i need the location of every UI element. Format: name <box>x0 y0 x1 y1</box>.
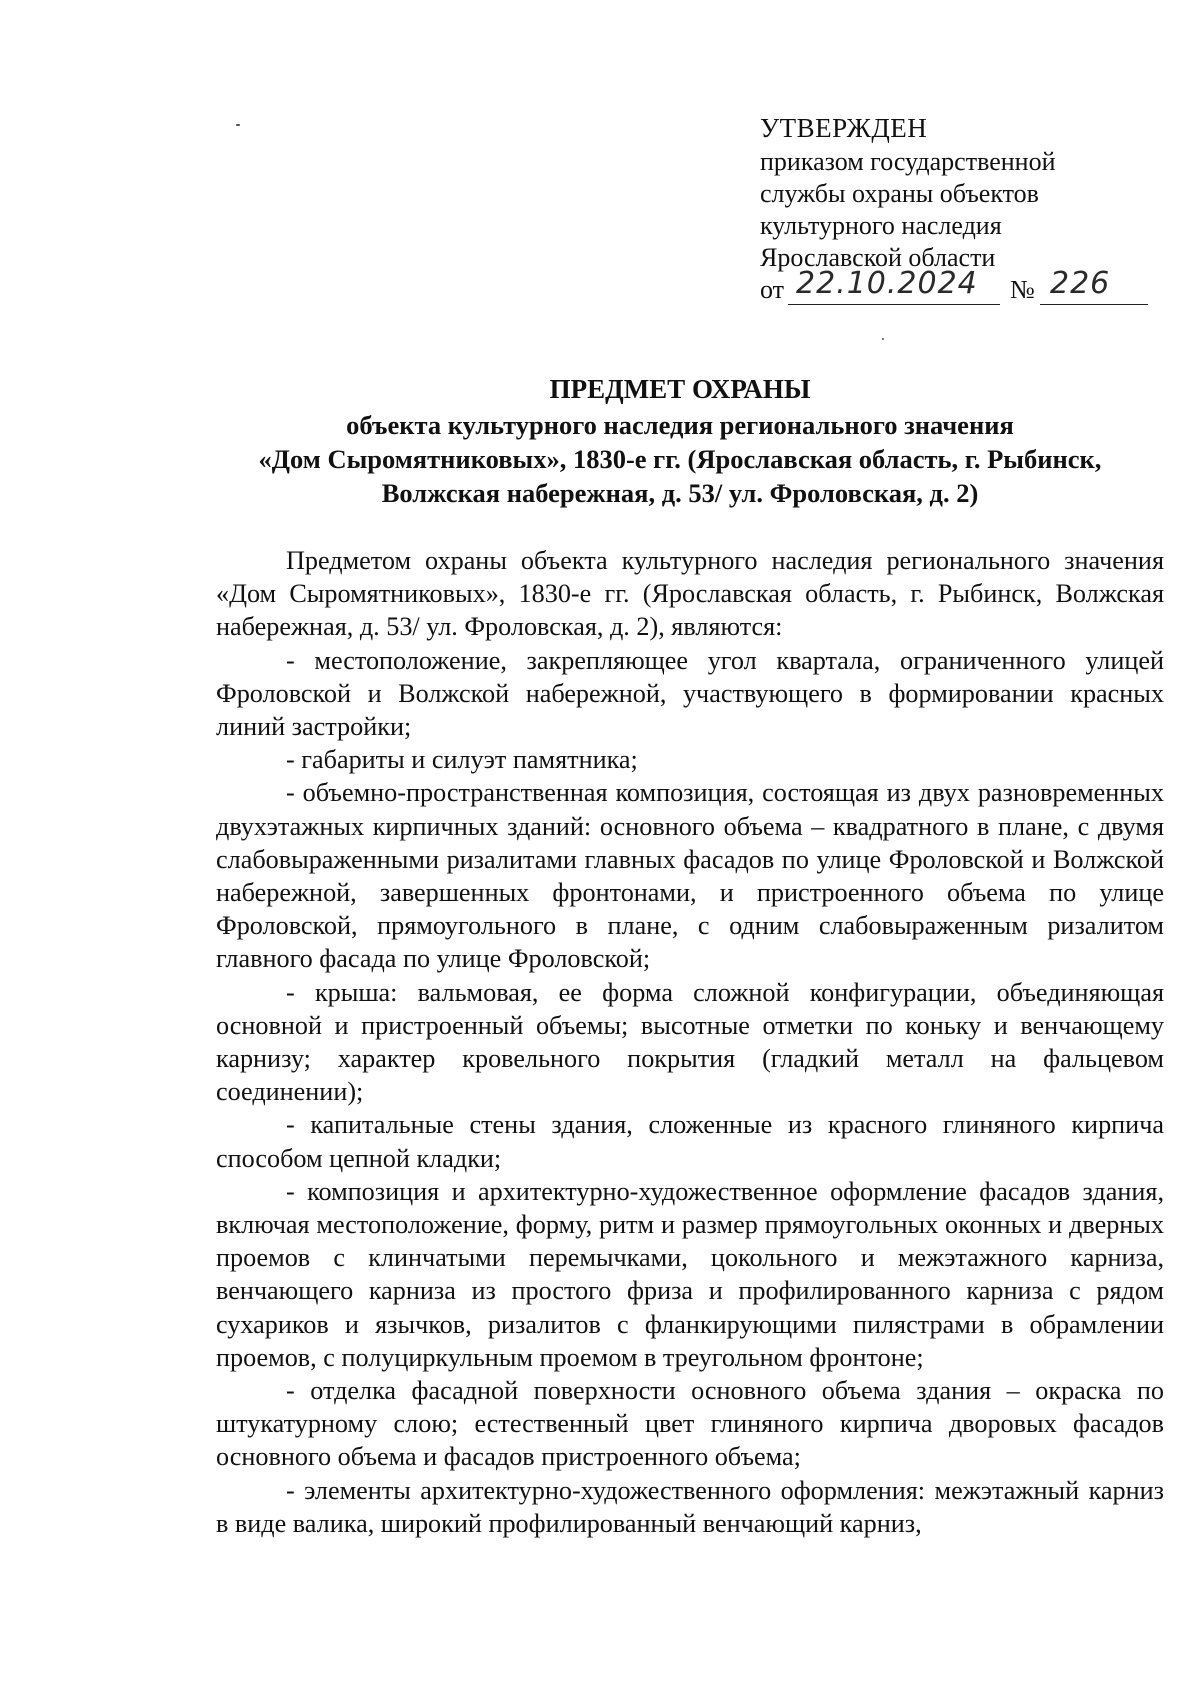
order-date-number-line <box>760 266 1160 308</box>
approval-heading: УТВЕРЖДЕН <box>760 113 928 143</box>
date-prefix: от <box>760 275 785 304</box>
list-item: - элементы архитектурно-художественного оформления: межэтажный карниз в виде валика, широкий профилированный венчающий карниз, <box>216 1475 1164 1538</box>
approval-line: культурного наследия <box>760 211 1002 240</box>
title-subline: «Дом Сыромятниковых», 1830-е гг. (Ярославская область, г. Рыбинск, <box>258 444 1102 474</box>
document-body <box>216 544 1164 1540</box>
title-subline: Волжская набережная, д. 53/ ул. Фроловская, д. 2) <box>381 478 979 508</box>
list-item: - местоположение, закрепляющее угол квартала, ограниченного улицей Фроловской и Волжской набережной, участвующего в формировании красных линий застройки; <box>216 645 1164 742</box>
list-item: - композиция и архитектурно-художественное оформление фасадов здания, включая местоположение, форму, ритм и размер прямоугольных оконных и дверных проемов с клинчатыми перемычками, цокольного и межэтажного карниза, венчающего карниза из простого фриза и профилированного карниза с рядом сухариков и язычков, ризалитов с фланкирующими пилястрами в обрамлении проемов, с полуциркульным проемом в треугольном фронтоне; <box>216 1176 1164 1372</box>
title-subline: объекта культурного наследия регионального значения <box>346 410 1014 440</box>
list-item: - габариты и силуэт памятника; <box>286 745 638 775</box>
intro-paragraph: Предметом охраны объекта культурного наследия регионального значения «Дом Сыромятниковых», 1830-е гг. (Ярославская область, г. Рыбинск, Волжская набережная, д. 53/ ул. Фроловская, д. 2), являются: <box>216 546 1164 642</box>
list-item: - капитальные стены здания, сложенные из красного глиняного кирпича способом цепной кладки; <box>216 1110 1164 1173</box>
number-prefix: № <box>1010 275 1035 304</box>
handwritten-number: 226 <box>1050 266 1111 301</box>
scan-speck <box>236 124 240 126</box>
list-item: - отделка фасадной поверхности основного объема здания – окраска по штукатурному слою; естественный цвет глиняного кирпича дворовых фасадов основного объема и фасадов пристроенного объема; <box>216 1376 1164 1472</box>
handwritten-date: 22.10.2024 <box>796 266 978 301</box>
approval-line: приказом государственной <box>760 147 1056 176</box>
list-item: - крыша: вальмовая, ее форма сложной конфигурации, объединяющая основной и пристроенный объемы; высотные отметки по коньку и венчающему карнизу; характер кровельного покрытия (гладкий металл на фальцевом соединении); <box>216 977 1164 1107</box>
list-item: - объемно-пространственная композиция, состоящая из двух разновременных двухэтажных кирпичных зданий: основного объема – квадратного в плане, с двумя слабовыраженными ризалитами главных фасадов по улице Фроловской и Волжской набережной, завершенных фронтонами, и пристроенного объема по улице Фроловской, прямоугольного в плане, с одним слабовыраженным ризалитом главного фасада по улице Фроловской; <box>216 778 1164 974</box>
approval-stamp-block <box>760 112 1160 308</box>
approval-line: Ярославской области <box>760 243 996 272</box>
approval-line: службы охраны объектов <box>760 179 1039 208</box>
document-title: ПРЕДМЕТ ОХРАНЫ <box>549 374 811 404</box>
scan-speck <box>882 338 884 340</box>
document-title-block <box>200 372 1160 510</box>
